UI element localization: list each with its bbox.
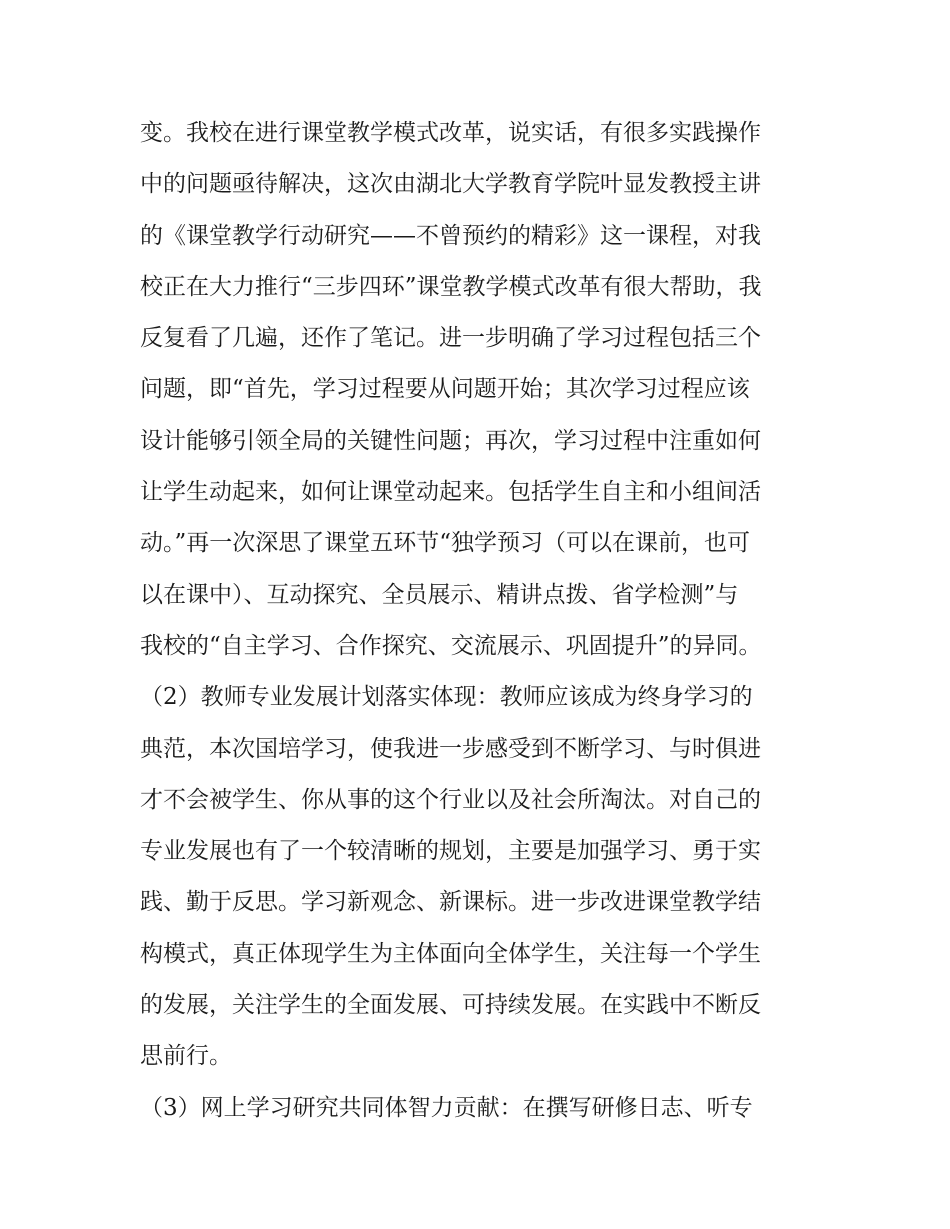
text-line: 变。我校在进行课堂教学模式改革，说实话，有很多实践操作 [140,120,761,146]
text-line: 中的问题亟待解决，这次由湖北大学教育学院叶显发教授主讲 [140,171,761,198]
text-line: 让学生动起来，如何让课堂动起来。包括学生自主和小组间活 [140,479,761,506]
text-line: 思前行。 [140,1043,232,1070]
body-text [140,108,820,1134]
paragraph-3-heading-line: （3）网上学习研究共同体智力贡献：在撰写研修日志、听专 [140,1094,753,1121]
text-line: 典范，本次国培学习，使我进一步感受到不断学习、与时俱进 [140,735,761,762]
text-line: 以在课中）、互动探究、全员展示、精讲点拨、省学检测”与 [140,581,739,608]
text-line: 才不会被学生、你从事的这个行业以及社会所淘汰。对自己的 [140,786,761,813]
text-line: 践、勤于反思。学习新观念、新课标。进一步改进课堂教学结 [140,889,761,916]
text-line: 的发展，关注学生的全面发展、可持续发展。在实践中不断反 [140,992,761,1019]
text-line: 动。”再一次深思了课堂五环节“独学预习（可以在课前，也可 [140,530,751,557]
text-line: 我校的“自主学习、合作探究、交流展示、巩固提升”的异同。 [140,632,762,659]
paragraph-2-heading-line: （2）教师专业发展计划落实体现：教师应该成为终身学习的 [140,684,753,711]
text-line: 设计能够引领全局的关键性问题；再次，学习过程中注重如何 [140,427,761,454]
text-line: 专业发展也有了一个较清晰的规划，主要是加强学习、勇于实 [140,838,761,865]
text-line: 构模式，真正体现学生为主体面向全体学生，关注每一个学生 [140,940,761,967]
text-line: 反复看了几遍，还作了笔记。进一步明确了学习过程包括三个 [140,325,761,352]
text-line: 的《课堂教学行动研究——不曾预约的精彩》这一课程，对我 [140,222,761,249]
text-line: 校正在大力推行“三步四环”课堂教学模式改革有很大帮助，我 [140,273,762,300]
text-line: 问题，即“首先，学习过程要从问题开始；其次学习过程应该 [140,376,750,403]
